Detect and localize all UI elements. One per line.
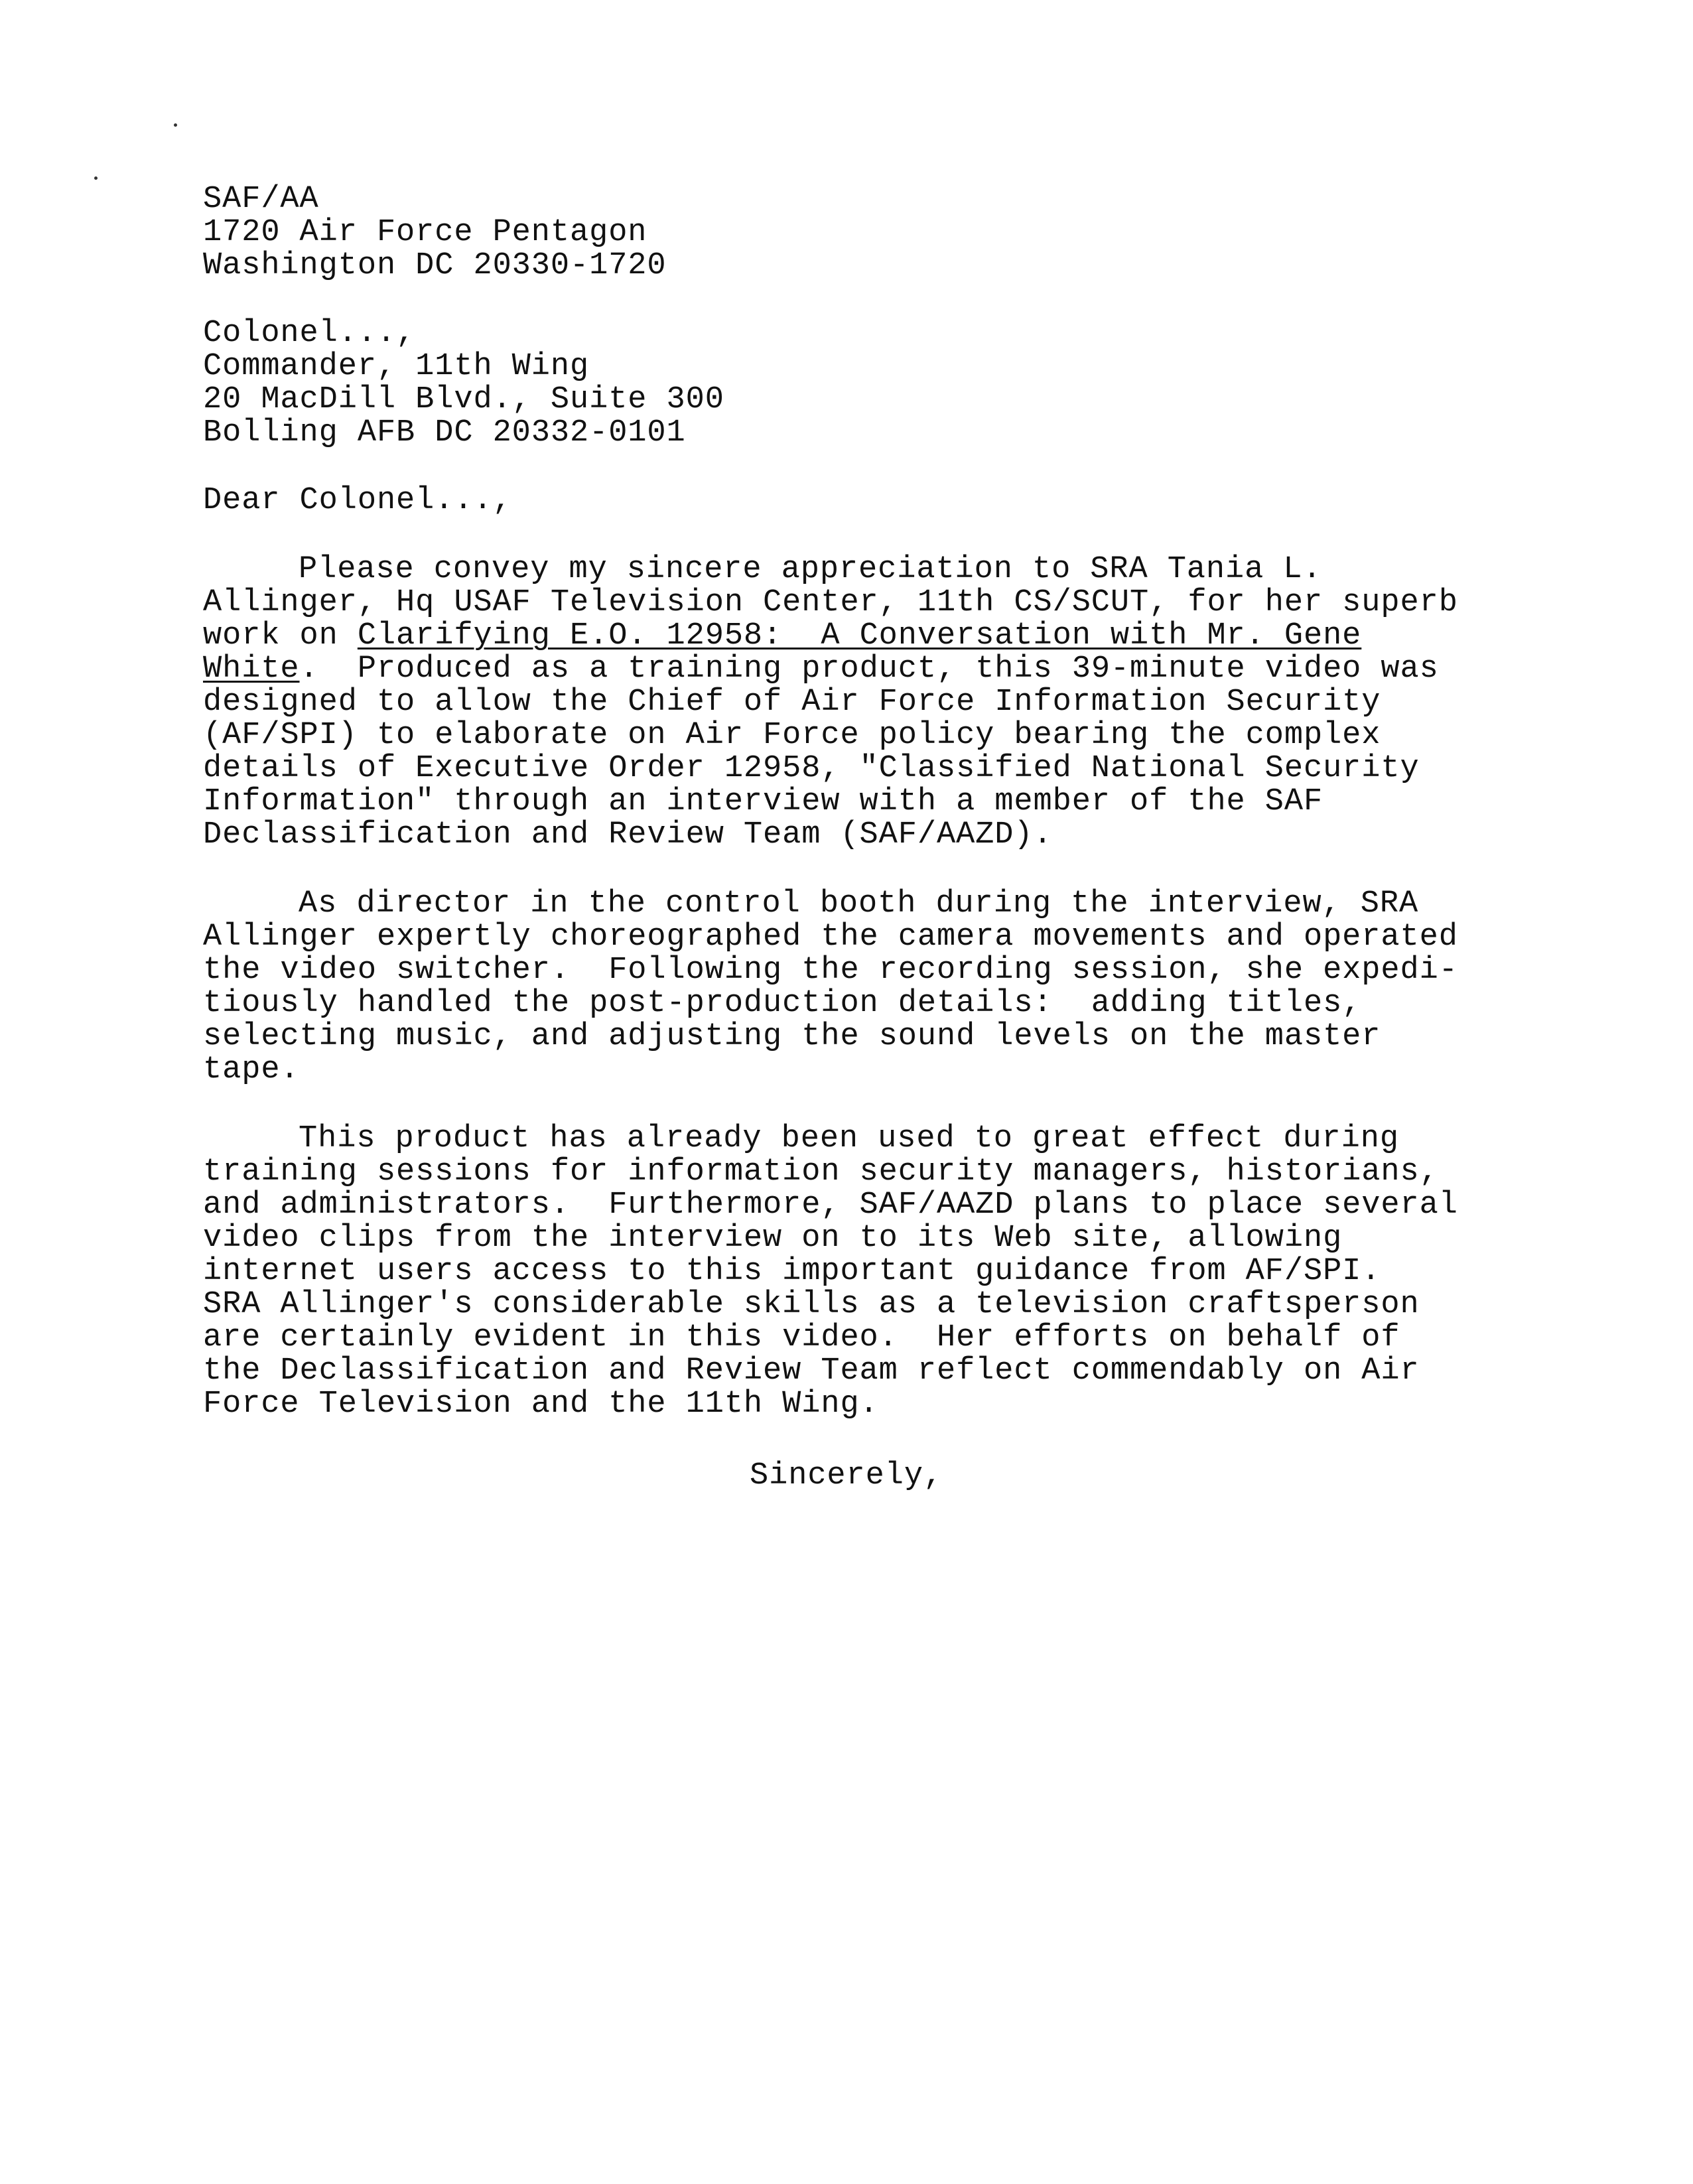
paragraph2-line: Allinger expertly choreographed the camera movements and operated <box>203 920 1458 955</box>
paragraph3-line: and administrators. Furthermore, SAF/AAZD plans to place several <box>203 1188 1458 1223</box>
video-title: White <box>203 651 300 687</box>
paragraph2-line: the video switcher. Following the recording session, she expedi- <box>203 953 1458 988</box>
salutation: Dear Colonel..., <box>203 483 512 518</box>
paragraph1-text: work on <box>203 618 358 653</box>
paragraph3-line: SRA Allinger's considerable skills as a television craftsperson <box>203 1287 1420 1322</box>
paragraph3-line: internet users access to this important guidance from AF/SPI. <box>203 1254 1381 1289</box>
sender-office: SAF/AA <box>203 182 319 217</box>
recipient-street: 20 MacDill Blvd., Suite 300 <box>203 382 724 417</box>
paragraph3-line: video clips from the interview on to its Web site, allowing <box>203 1221 1343 1256</box>
paragraph2-line: tiously handled the post-production details: adding titles, <box>203 986 1362 1021</box>
paragraph1-line: (AF/SPI) to elaborate on Air Force policy bearing the complex <box>203 718 1381 753</box>
recipient-name: Colonel..., <box>203 316 416 351</box>
paragraph2-line: As director in the control booth during the interview, SRA <box>299 886 1419 921</box>
recipient-title: Commander, 11th Wing <box>203 349 590 384</box>
scan-speck <box>94 176 98 180</box>
paragraph1-line: designed to allow the Chief of Air Force Information Security <box>203 685 1381 720</box>
paragraph1-line <box>203 620 1361 653</box>
paragraph3-line: This product has already been used to great effect during <box>299 1121 1399 1156</box>
paragraph3-line: are certainly evident in this video. Her efforts on behalf of <box>203 1320 1400 1355</box>
paragraph1-line <box>203 653 1439 686</box>
video-title: Clarifying E.O. 12958: A Conversation with Mr. Gene <box>357 618 1362 653</box>
closing: Sincerely, <box>750 1458 943 1493</box>
paragraph1-line: Allinger, Hq USAF Television Center, 11th CS/SCUT, for her superb <box>203 585 1458 620</box>
paragraph1-text: . Produced as a training product, this 39-minute video was <box>299 651 1439 687</box>
sender-city: Washington DC 20330-1720 <box>203 248 667 283</box>
recipient-city: Bolling AFB DC 20332-0101 <box>203 415 686 450</box>
sender-street: 1720 Air Force Pentagon <box>203 215 647 250</box>
paragraph1-line: Information" through an interview with a member of the SAF <box>203 784 1323 819</box>
paragraph3-line: training sessions for information security managers, historians, <box>203 1154 1439 1190</box>
scan-speck <box>174 123 177 127</box>
paragraph2-line: selecting music, and adjusting the sound levels on the master <box>203 1019 1381 1054</box>
paragraph1-line: details of Executive Order 12958, "Classified National Security <box>203 751 1420 786</box>
paragraph1-line: Please convey my sincere appreciation to SRA Tania L. <box>299 552 1322 587</box>
paragraph2-line: tape. <box>203 1052 300 1087</box>
paragraph3-line: the Declassification and Review Team reflect commendably on Air <box>203 1353 1420 1389</box>
paragraph1-line: Declassification and Review Team (SAF/AAZD). <box>203 817 1053 853</box>
paragraph3-line: Force Television and the 11th Wing. <box>203 1387 879 1422</box>
